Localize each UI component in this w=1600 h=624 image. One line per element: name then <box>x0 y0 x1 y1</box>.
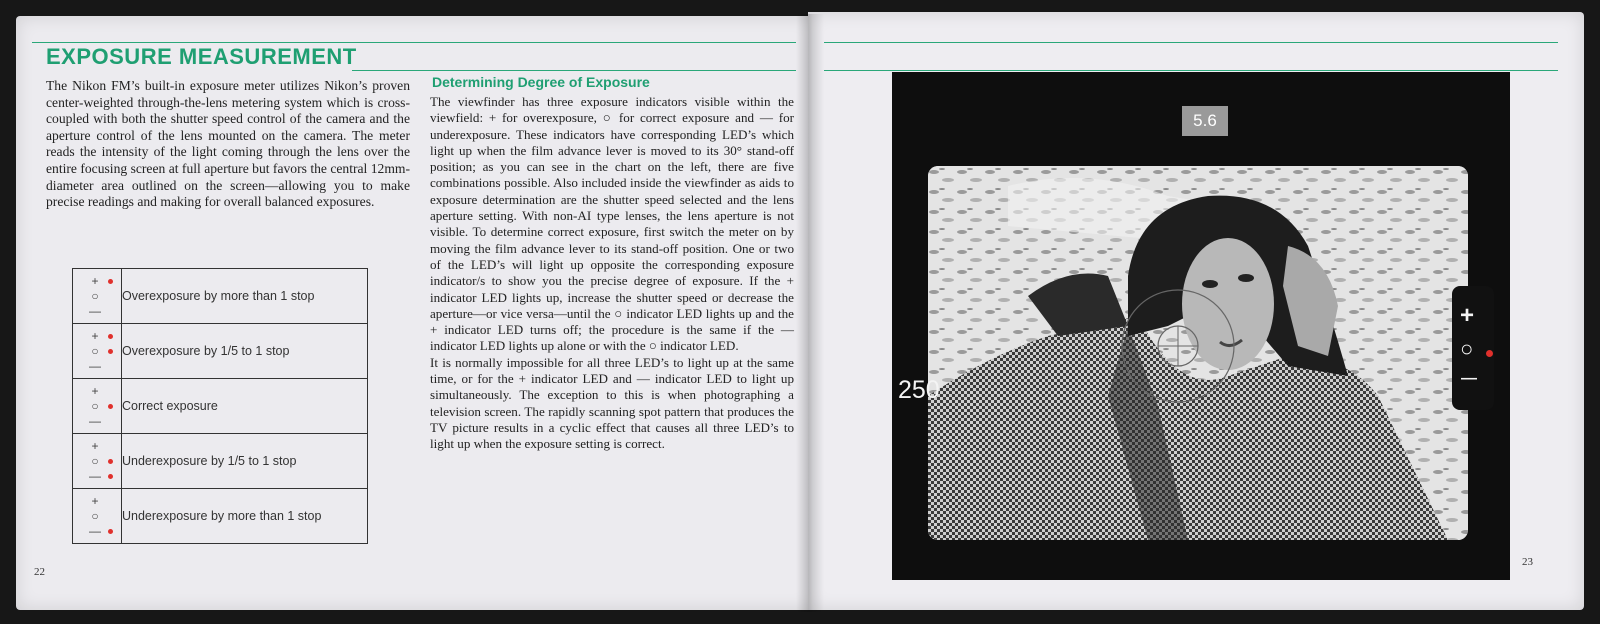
intro-paragraph: The Nikon FM’s built-in exposure meter utilizes Nikon’s proven center-weighted through-the-lens metering system which is cross-coupled with both the shutter speed control of the camera and the aperture control of the lens mounted on the camera. The meter reads the intensity of the light coming through the lens over the entire focusing screen at full aperture but favors the central 12mm-diameter area outlined on the screen—allowing you to make precise readings and making for overall balanced exposures. <box>46 78 410 210</box>
minus-indicator-symbol <box>89 304 119 319</box>
circle-led-lit <box>1486 350 1493 357</box>
minus-symbol: — <box>89 468 101 483</box>
minus-indicator: — <box>1461 370 1477 387</box>
circle-indicator-symbol <box>89 399 119 414</box>
plus-indicator-symbol <box>89 274 119 289</box>
page-number-right: 23 <box>1522 556 1533 568</box>
minus-indicator-symbol <box>89 469 119 484</box>
indicator-cell <box>73 489 122 544</box>
indicator-cell <box>73 434 122 489</box>
circle-indicator: ○ <box>1460 336 1474 361</box>
plus-symbol: + <box>91 493 99 508</box>
circle-indicator-symbol <box>89 509 119 524</box>
exposure-description: Overexposure by 1/5 to 1 stop <box>122 324 368 379</box>
exposure-description: Correct exposure <box>122 379 368 434</box>
section-body <box>430 94 794 453</box>
page-number-left: 22 <box>34 566 45 578</box>
header-rule-left-top <box>32 42 796 43</box>
circle-symbol: ○ <box>91 398 99 413</box>
header-rule-left-bottom <box>352 70 796 71</box>
led-dot-icon <box>108 474 113 479</box>
header-rule-right-top <box>824 42 1558 43</box>
portrait-photo-image <box>928 166 1468 540</box>
chart-row <box>73 269 368 324</box>
indicator-cell <box>73 324 122 379</box>
chart-row <box>73 379 368 434</box>
led-dot-icon <box>108 349 113 354</box>
plus-symbol: + <box>91 273 99 288</box>
indicator-cell <box>73 269 122 324</box>
section-subheading: Determining Degree of Exposure <box>432 74 650 90</box>
book-gutter <box>796 14 824 612</box>
plus-indicator-symbol <box>89 384 119 399</box>
minus-indicator-symbol <box>89 359 119 374</box>
aperture-readout: 5.6 <box>1182 106 1228 136</box>
viewfinder-photo <box>928 166 1468 540</box>
minus-symbol: — <box>89 303 101 318</box>
minus-symbol: — <box>89 358 101 373</box>
chart-row <box>73 489 368 544</box>
shutter-speed-readout: 250 <box>898 376 940 404</box>
circle-symbol: ○ <box>91 508 99 523</box>
led-dot-icon <box>108 334 113 339</box>
plus-symbol: + <box>91 438 99 453</box>
circle-symbol: ○ <box>91 288 99 303</box>
minus-symbol: — <box>89 413 101 428</box>
page-title: EXPOSURE MEASUREMENT <box>46 44 357 69</box>
minus-indicator-symbol <box>89 414 119 429</box>
body-paragraph: The viewfinder has three exposure indicators visible within the viewfield: + for overexposure, ○ for correct exposure and — for underexposure. These indicators have corresponding LED’s which light up when the film advance lever is moved to its 30° stand-off position; as you can see in the chart on the left, there are five combinations possible. Also included inside the viewfinder as aids to exposure determination are the shutter speed selected and the lens aperture setting. With non-AI type lenses, the lens aperture is not visible. To determine correct exposure, first switch the meter on by moving the film advance lever to its stand-off position. One or two of the LED’s will light up opposite the corresponding exposure indicator/s to show you the precise degree of exposure. If the + indicator LED lights up, increase the shutter speed or decrease the aperture—or vice versa—until the ○ indicator LED lights up and the + indicator LED turns off; the procedure is the same if the — indicator LED lights up alone or with the ○ indicator LED. <box>430 94 794 354</box>
circle-symbol: ○ <box>91 453 99 468</box>
led-dot-icon <box>108 529 113 534</box>
plus-indicator-symbol <box>89 439 119 454</box>
chart-row <box>73 434 368 489</box>
minus-indicator-symbol <box>89 524 119 539</box>
indicator-cell <box>73 379 122 434</box>
exposure-description: Underexposure by 1/5 to 1 stop <box>122 434 368 489</box>
led-dot-icon <box>108 279 113 284</box>
plus-indicator: + <box>1460 302 1475 329</box>
circle-indicator-symbol <box>89 454 119 469</box>
exposure-indicator-chart <box>72 268 368 544</box>
plus-indicator-symbol <box>89 494 119 509</box>
exposure-description: Overexposure by more than 1 stop <box>122 269 368 324</box>
circle-indicator-symbol <box>89 289 119 304</box>
circle-symbol: ○ <box>91 343 99 358</box>
plus-symbol: + <box>91 383 99 398</box>
header-rule-right-bottom <box>824 70 1558 71</box>
chart-row <box>73 324 368 379</box>
led-dot-icon <box>108 459 113 464</box>
plus-symbol: + <box>91 328 99 343</box>
body-paragraph: It is normally impossible for all three LED’s to light up at the same time, or for the + indicator LED and — indicator LED to light up simultaneously. The exception to this is when photographing a television screen. The rapidly scanning spot pattern that produces the TV picture results in a cyclic effect that causes all three LED’s to light up when the exposure setting is correct. <box>430 354 794 452</box>
minus-symbol: — <box>89 523 101 538</box>
plus-indicator-symbol <box>89 329 119 344</box>
exposure-description: Underexposure by more than 1 stop <box>122 489 368 544</box>
led-dot-icon <box>108 404 113 409</box>
circle-indicator-symbol <box>89 344 119 359</box>
